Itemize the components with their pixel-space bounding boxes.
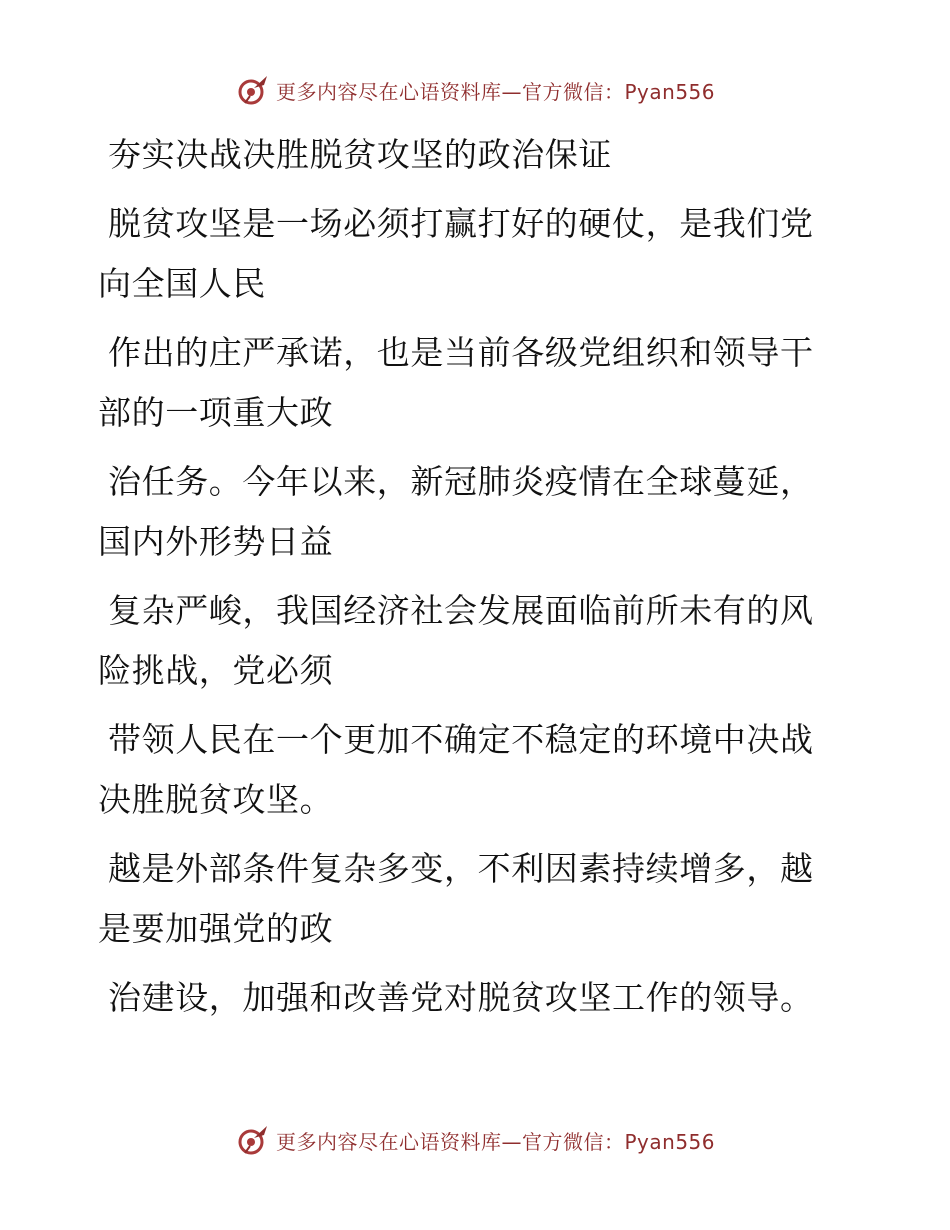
document-title: 夯实决战决胜脱贫攻坚的政治保证 (108, 135, 612, 174)
footer-watermark-banner (236, 1122, 715, 1158)
paragraph-6: 越是外部条件复杂多变，不利因素持续增多，越是要加强党的政 (98, 849, 814, 948)
quill-pen-seal-icon (236, 1123, 270, 1157)
document-body (98, 125, 833, 1028)
paragraph-2: 作出的庄严承诺，也是当前各级党组织和领导干部的一项重大政 (98, 333, 814, 432)
paragraph-3: 治任务。今年以来，新冠肺炎疫情在全球蔓延，国内外形势日益 (98, 462, 814, 561)
header-watermark-banner (236, 72, 715, 108)
paragraph-1: 脱贫攻坚是一场必须打赢打好的硬仗，是我们党向全国人民 (98, 204, 814, 303)
paragraph-4: 复杂严峻，我国经济社会发展面临前所未有的风险挑战，党必须 (98, 591, 814, 690)
header-banner-text: 更多内容尽在心语资料库—官方微信：Pyan556 (276, 79, 716, 104)
footer-banner-text: 更多内容尽在心语资料库—官方微信：Pyan556 (276, 1129, 716, 1154)
paragraph-5: 带领人民在一个更加不确定不稳定的环境中决战决胜脱贫攻坚。 (98, 720, 814, 819)
paragraph-7: 治建设，加强和改善党对脱贫攻坚工作的领导。 (108, 978, 814, 1017)
quill-pen-seal-icon (236, 73, 270, 107)
